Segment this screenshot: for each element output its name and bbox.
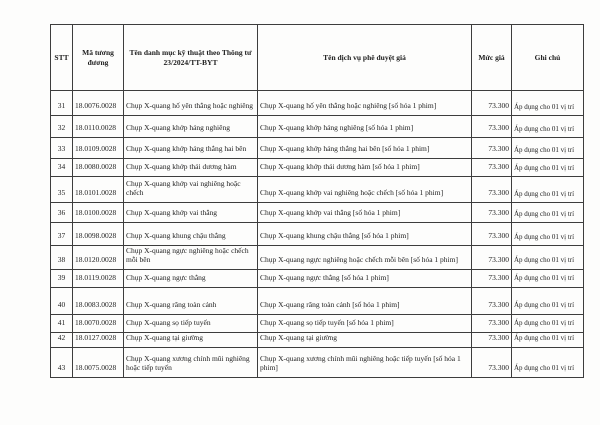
table-row <box>51 347 584 377</box>
cell-price: 73.300 <box>472 177 512 203</box>
header-service: Tên dịch vụ phê duyệt giá <box>258 25 472 91</box>
cell-service: Chụp X-quang khung chậu thẳng [số hóa 1 phim] <box>258 223 472 246</box>
cell-name: Chụp X-quang ngực thẳng <box>124 269 258 287</box>
cell-name: Chụp X-quang sọ tiếp tuyến <box>124 314 258 332</box>
table-row <box>51 223 584 246</box>
table-row <box>51 269 584 287</box>
table-row <box>51 314 584 332</box>
cell-note: Áp dụng cho 01 vị trí <box>512 223 584 246</box>
cell-service: Chụp X-quang ngực thẳng [số hóa 1 phim] <box>258 269 472 287</box>
cell-service: Chụp X-quang tại giường <box>258 332 472 347</box>
table-row <box>51 138 584 159</box>
cell-name: Chụp X-quang xương chính mũi nghiêng hoặc tiếp tuyến <box>124 347 258 377</box>
cell-code: 18.0080.0028 <box>73 159 124 177</box>
header-note: Ghi chú <box>512 25 584 91</box>
cell-note: Áp dụng cho 01 vị trí <box>512 314 584 332</box>
cell-code: 18.0070.0028 <box>73 314 124 332</box>
cell-stt: 32 <box>51 116 73 138</box>
cell-note: Áp dụng cho 01 vị trí <box>512 116 584 138</box>
cell-stt: 33 <box>51 138 73 159</box>
cell-service: Chụp X-quang xương chính mũi nghiêng hoặc tiếp tuyến [số hóa 1 phim] <box>258 347 472 377</box>
cell-note: Áp dụng cho 01 vị trí <box>512 246 584 270</box>
cell-note: Áp dụng cho 01 vị trí <box>512 332 584 347</box>
cell-service: Chụp X-quang ngực nghiêng hoặc chếch mỗi bên [số hóa 1 phim] <box>258 246 472 270</box>
cell-name: Chụp X-quang khớp háng thẳng hai bên <box>124 138 258 159</box>
cell-service: Chụp X-quang sọ tiếp tuyến [số hóa 1 phim] <box>258 314 472 332</box>
cell-stt: 31 <box>51 91 73 116</box>
cell-name: Chụp X-quang khung chậu thẳng <box>124 223 258 246</box>
cell-price: 73.300 <box>472 203 512 223</box>
cell-name: Chụp X-quang khớp thái dương hàm <box>124 159 258 177</box>
table-header-row <box>51 25 584 91</box>
cell-price: 73.300 <box>472 138 512 159</box>
cell-price: 73.300 <box>472 116 512 138</box>
cell-stt: 35 <box>51 177 73 203</box>
cell-name: Chụp X-quang hố yên thẳng hoặc nghiêng <box>124 91 258 116</box>
cell-stt: 39 <box>51 269 73 287</box>
cell-price: 73.300 <box>472 287 512 314</box>
cell-note: Áp dụng cho 01 vị trí <box>512 287 584 314</box>
cell-note: Áp dụng cho 01 vị trí <box>512 347 584 377</box>
table-row <box>51 287 584 314</box>
cell-name: Chụp X-quang ngực nghiêng hoặc chếch mỗi bên <box>124 246 258 270</box>
cell-service: Chụp X-quang khớp háng nghiêng [số hóa 1 phim] <box>258 116 472 138</box>
table-row <box>51 332 584 347</box>
table-row <box>51 116 584 138</box>
cell-name: Chụp X-quang khớp vai thẳng <box>124 203 258 223</box>
cell-code: 18.0127.0028 <box>73 332 124 347</box>
header-name: Tên danh mục kỹ thuật theo Thông tư 23/2024/TT-BYT <box>124 25 258 91</box>
cell-note: Áp dụng cho 01 vị trí <box>512 177 584 203</box>
cell-stt: 40 <box>51 287 73 314</box>
cell-price: 73.300 <box>472 223 512 246</box>
cell-code: 18.0101.0028 <box>73 177 124 203</box>
cell-code: 18.0119.0028 <box>73 269 124 287</box>
cell-price: 73.300 <box>472 332 512 347</box>
cell-code: 18.0075.0028 <box>73 347 124 377</box>
header-price: Mức giá <box>472 25 512 91</box>
cell-service: Chụp X-quang khớp háng thẳng hai bên [số hóa 1 phim] <box>258 138 472 159</box>
price-list-table <box>50 24 584 378</box>
cell-price: 73.300 <box>472 91 512 116</box>
cell-price: 73.300 <box>472 269 512 287</box>
cell-service: Chụp X-quang khớp thái dương hàm [số hóa 1 phim] <box>258 159 472 177</box>
header-code: Mã tương đương <box>73 25 124 91</box>
cell-price: 73.300 <box>472 159 512 177</box>
table-row <box>51 159 584 177</box>
cell-name: Chụp X-quang khớp háng nghiêng <box>124 116 258 138</box>
cell-code: 18.0120.0028 <box>73 246 124 270</box>
cell-note: Áp dụng cho 01 vị trí <box>512 91 584 116</box>
cell-note: Áp dụng cho 01 vị trí <box>512 203 584 223</box>
cell-code: 18.0110.0028 <box>73 116 124 138</box>
cell-name: Chụp X-quang khớp vai nghiêng hoặc chếch <box>124 177 258 203</box>
table-row <box>51 177 584 203</box>
cell-stt: 41 <box>51 314 73 332</box>
cell-name: Chụp X-quang tại giường <box>124 332 258 347</box>
cell-code: 18.0098.0028 <box>73 223 124 246</box>
cell-stt: 42 <box>51 332 73 347</box>
cell-service: Chụp X-quang khớp vai nghiêng hoặc chếch [số hóa 1 phim] <box>258 177 472 203</box>
cell-price: 73.300 <box>472 347 512 377</box>
cell-name: Chụp X-quang răng toàn cảnh <box>124 287 258 314</box>
table-row <box>51 246 584 270</box>
table-row <box>51 91 584 116</box>
cell-note: Áp dụng cho 01 vị trí <box>512 159 584 177</box>
cell-code: 18.0100.0028 <box>73 203 124 223</box>
cell-code: 18.0109.0028 <box>73 138 124 159</box>
cell-stt: 43 <box>51 347 73 377</box>
cell-code: 18.0076.0028 <box>73 91 124 116</box>
cell-service: Chụp X-quang hố yên thẳng hoặc nghiêng [số hóa 1 phim] <box>258 91 472 116</box>
cell-service: Chụp X-quang khớp vai thẳng [số hóa 1 phim] <box>258 203 472 223</box>
cell-note: Áp dụng cho 01 vị trí <box>512 138 584 159</box>
cell-stt: 37 <box>51 223 73 246</box>
cell-stt: 38 <box>51 246 73 270</box>
cell-price: 73.300 <box>472 314 512 332</box>
cell-stt: 36 <box>51 203 73 223</box>
cell-code: 18.0083.0028 <box>73 287 124 314</box>
cell-stt: 34 <box>51 159 73 177</box>
header-stt: STT <box>51 25 73 91</box>
cell-note: Áp dụng cho 01 vị trí <box>512 269 584 287</box>
cell-service: Chụp X-quang răng toàn cảnh [số hóa 1 phim] <box>258 287 472 314</box>
table-row <box>51 203 584 223</box>
cell-price: 73.300 <box>472 246 512 270</box>
